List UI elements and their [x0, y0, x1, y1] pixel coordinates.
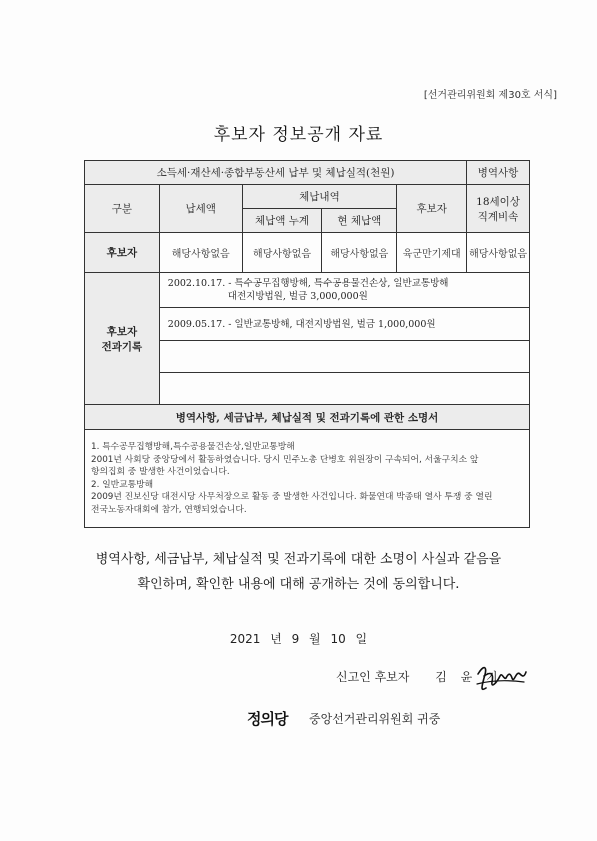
arrears-total-value: 해당사항없음: [242, 233, 322, 273]
statement-line: 2. 일반교통방해: [91, 479, 154, 490]
col-arrears-total: 체납액 누계: [242, 209, 322, 233]
col-division: 구분: [85, 185, 160, 233]
col-adult-child-line1: 18세이상: [476, 195, 520, 208]
arrears-current-value: 해당사항없음: [322, 233, 397, 273]
criminal-record-empty-2: [159, 373, 529, 405]
party-logo: 정의당: [247, 710, 288, 728]
col-tax-paid: 납세액: [159, 185, 242, 233]
criminal-record-2: 2009.05.17. - 일반교통방해, 대전지방법원, 벌금 1,000,000원: [159, 308, 529, 341]
document-title: 후보자 정보공개 자료: [213, 125, 384, 145]
military-header: 병역사항: [467, 161, 530, 185]
row-candidate-label: 후보자: [85, 233, 160, 273]
consent-line-1: 병역사항, 세금납부, 체납실적 및 전과기록에 대한 소명이 사실과 같음을: [95, 552, 502, 567]
document-date: 2021 년 9 월 10 일: [229, 632, 368, 646]
col-adult-child: [467, 185, 530, 233]
criminal-record-1-line2: 대전지방법원, 벌금 3,000,000원: [227, 291, 368, 302]
disclosure-table: [84, 160, 530, 528]
criminal-record-1: [159, 273, 529, 308]
form-code: [선거관리위원회 제30호 서식]: [423, 90, 557, 101]
tax-header: 소득세·재산세·종합부동산세 납부 및 체납실적(천원): [85, 161, 467, 185]
statement-body: [85, 430, 530, 528]
statement-line: 전국노동자대회에 참가, 연행되었습니다.: [91, 504, 247, 515]
statement-header: 병역사항, 세금납부, 체납실적 및 전과기록에 관한 소명서: [85, 405, 530, 430]
col-arrears: 체납내역: [242, 185, 397, 209]
military-child-value: 해당사항없음: [467, 233, 530, 273]
criminal-record-empty-1: [159, 341, 529, 373]
tax-paid-value: 해당사항없음: [159, 233, 242, 273]
statement-line: 2001년 사회당 중앙당에서 활동하였습니다. 당시 민주노총 단병호 위원장이 구속되어, 서울구치소 앞: [91, 454, 479, 465]
reporter-name: 김 윤 기: [435, 670, 503, 684]
recipient-org: 중앙선거관리위원회 귀중: [309, 712, 441, 726]
statement-line: 2009년 진보신당 대전시당 사무처장으로 활동 중 발생한 사건입니다. 화물연대 박종태 열사 투쟁 중 열린: [91, 492, 493, 502]
criminal-record-label: [85, 273, 160, 405]
consent-line-2: 확인하며, 확인한 내용에 대해 공개하는 것에 동의합니다.: [137, 577, 460, 592]
handwritten-signature: [474, 660, 530, 696]
col-adult-child-line2: 직계비속: [477, 210, 519, 223]
statement-line: 항의집회 중 발생한 사건이었습니다.: [91, 467, 230, 477]
consent-statement: [0, 547, 597, 597]
criminal-record-label-line2: 전과기록: [101, 340, 143, 353]
criminal-record-label-line1: 후보자: [106, 325, 138, 338]
criminal-record-1-line1: 2002.10.17. - 특수공무집행방해, 특수공용물건손상, 일반교통방해: [167, 278, 449, 289]
military-candidate-value: 육군만기제대: [397, 233, 467, 273]
reporter-label: 신고인 후보자: [336, 670, 410, 684]
statement-line: 1. 특수공무집행방해,특수공용물건손상,일반교통방해: [91, 442, 295, 452]
col-candidate: 후보자: [397, 185, 467, 233]
col-arrears-current: 현 체납액: [322, 209, 397, 233]
